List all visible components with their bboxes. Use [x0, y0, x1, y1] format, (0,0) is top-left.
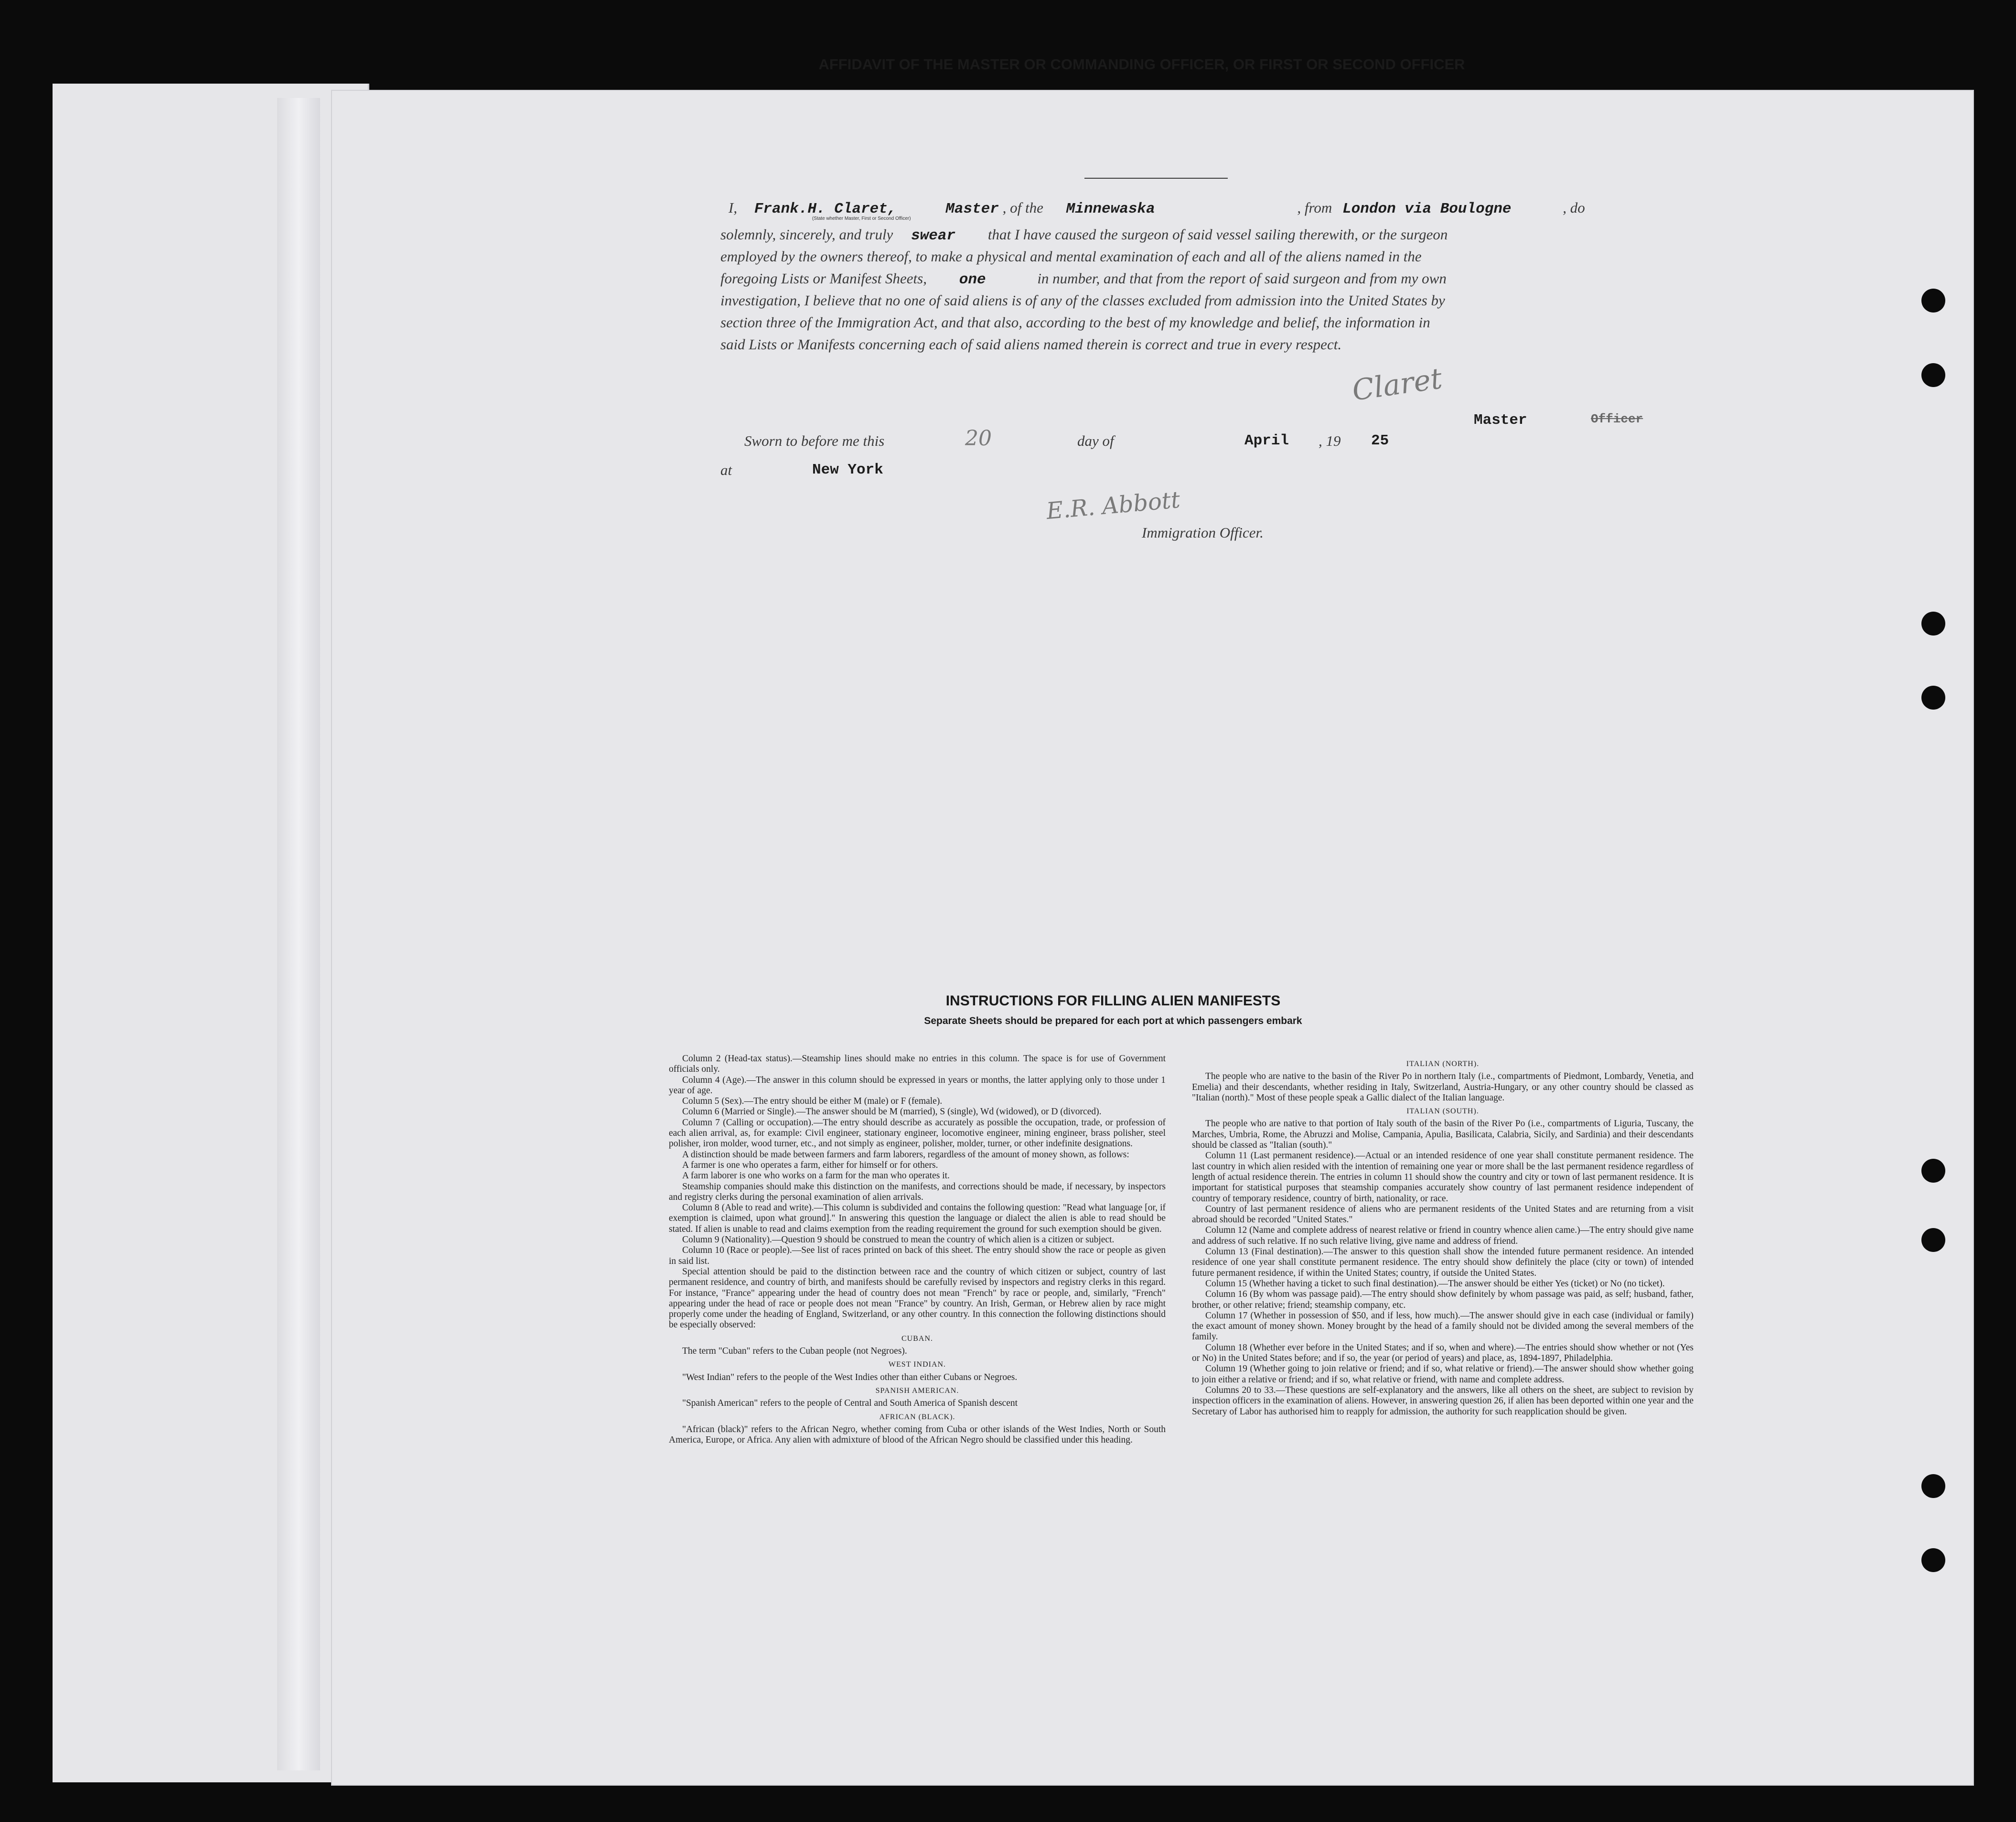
italian-south-text: The people who are native to that portion of Italy south of the basin of the River Po (i.e., compartments of Liguria, Tuscany, the Marches, Umbria, Rome, the Abruzzi and Molise, Campania, Apulia, Basilicata, Calabria, Sicily, and Sardinia) and their descendants should be classed as "Italian (south)." [1192, 1119, 1694, 1151]
instructions-subtitle: Separate Sheets should be prepared for each port at which passengers embark [924, 1015, 1302, 1026]
alien-count: one [959, 271, 986, 288]
instr-steamship: Steamship companies should make this distinction on the manifests, and corrections should be made, if necessary, by inspectors and registry clerks during the personal examination of alien arrivals. [669, 1181, 1166, 1202]
instr-residents: Country of last permanent residence of aliens who are permanent residents of the United States and are returning from a visit abroad should be recorded "United States." [1192, 1204, 1694, 1225]
vessel-name: Minnewaska [1066, 201, 1155, 217]
page-fold-shadow [277, 98, 320, 1770]
instr-col15: Column 15 (Whether having a ticket to such final destination).—The answer should be either Yes (ticket) or No (no ticket). [1205, 1278, 1665, 1289]
affidavit-line-6: section three of the Immigration Act, and that also, according to the best of my knowledge and belief, the information in [720, 314, 1430, 331]
instr-laborer-def: A farm laborer is one who works on a farm for the man who operates it. [682, 1171, 950, 1181]
rank-note: (State whether Master, First or Second Officer) [812, 216, 911, 221]
affidavit-line-4 [720, 268, 1972, 291]
binder-hole [1921, 363, 1945, 387]
binder-hole [1921, 289, 1945, 313]
binder-hole [1921, 1228, 1945, 1252]
master-signature: Claret [1350, 362, 1445, 408]
pronoun-i: I, [729, 199, 738, 216]
binder-hole [1921, 1548, 1945, 1572]
affidavit-line-7: said Lists or Manifests concerning each of said aliens named therein is correct and true in every respect. [720, 336, 1342, 353]
instr-col10: Column 10 (Race or people).—See list of races printed on back of this sheet. The entry should show the race or people as given in said list. [669, 1245, 1166, 1266]
instr-col4: Column 4 (Age).—The answer in this column should be expressed in years or months, the latter applying only to those under 1 year of age. [669, 1075, 1166, 1096]
text-do: , do [1563, 199, 1585, 216]
instr-col13: Column 13 (Final destination).—The answer to this question shall show the intended future permanent residence. An intended residence of one year shall constitute permanent residence. The entry should show definitely the place (city or town) of intended future permanent residence, if within the United States; country, if outside the United States. [1192, 1247, 1694, 1278]
cuban-heading: CUBAN. [901, 1334, 933, 1343]
westindian-text: "West Indian" refers to the people of the West Indies other than either Cubans or Negroes. [682, 1372, 1018, 1382]
oath-word: swear [911, 227, 956, 244]
day-of-text: day of [1077, 432, 1114, 449]
text-of-the: , of the [1002, 199, 1043, 216]
signer-title-struck: Officer [1591, 412, 1643, 426]
spanish-heading: SPANISH AMERICAN. [875, 1386, 959, 1395]
signer-title: Master [1474, 412, 1527, 429]
italian-north-heading: ITALIAN (NORTH). [1406, 1060, 1480, 1068]
african-heading: AFRICAN (BLACK). [879, 1412, 955, 1421]
instr-col12: Column 12 (Name and complete address of nearest relative or friend in country whence alien came.)—The entry should give name and address of such relative. If no such relative living, give name and address of friend. [1192, 1225, 1694, 1246]
binder-hole [1921, 1474, 1945, 1498]
westindian-heading: WEST INDIAN. [888, 1360, 946, 1369]
instr-special: Special attention should be paid to the distinction between race and the country of which citizen or subject, country of last permanent residence, and country of birth, and manifests should be carefully revised by inspectors and registry clerks in this regard. For instance, "France" appearing under the head of country does not mean "French" by race or people, and, similarly, "French" appearing under the head of race or people does not mean "France" by country. An Irish, German, or Hebrew alien by race might properly come under the heading of England, Switzerland, or any other country. In this connection the following distinctions should be especially observed: [669, 1266, 1166, 1330]
sworn-year: 25 [1371, 432, 1389, 449]
italian-north-text: The people who are native to the basin of the River Po in northern Italy (i.e., compartments of Piedmont, Lombardy, Venetia, and Emelia) and their descendants, whether residing in Italy, Switzerland, Austria-Hungary, or any other country should be classed as "Italian (north)." Most of these people speak a Gallic dialect of the Italian language. [1192, 1071, 1694, 1103]
sworn-place: New York [812, 462, 883, 478]
instr-col7: Column 7 (Calling or occupation).—The entry should describe as accurately as possible the occupation, trade, or profession of each alien arrival, as, for example: Civil engineer, stationary engineer, locomotive engineer, mining engineer, brass polisher, steel polisher, iron molder, wood turner, etc., and not simply as engineer, polisher, molder, turner, or other indefinite designations. [669, 1117, 1166, 1149]
year-prefix: , 19 [1319, 432, 1341, 449]
instructions-left-column [669, 1054, 1166, 1445]
african-text: "African (black)" refers to the African Negro, whether coming from Cuba or other islands of the West Indies, North or South America, Europe, or Africa. Any alien with admixture of blood of the African Negro should be classified under this heading. [669, 1424, 1166, 1445]
instr-col9: Column 9 (Nationality).—Question 9 should be construed to mean the country of which alien is a citizen or subject. [682, 1235, 1115, 1245]
text-solemnly: solemnly, sincerely, and truly [720, 226, 893, 243]
sworn-day: 20 [965, 426, 992, 451]
text-from: , from [1297, 199, 1332, 216]
affidavit-line-3: employed by the owners thereof, to make a physical and mental examination of each and all of the aliens named in the [720, 248, 1422, 265]
sworn-text: Sworn to before me this [744, 432, 885, 449]
instr-col6: Column 6 (Married or Single).—The answer should be M (married), S (single), Wd (widowed), or D (divorced). [682, 1107, 1102, 1117]
instructions-right-column [1192, 1056, 1694, 1417]
affidavit-line-1 [729, 197, 1980, 220]
text-foregoing: foregoing Lists or Manifest Sheets, [720, 270, 927, 287]
binder-hole [1921, 1159, 1945, 1183]
instr-col16: Column 16 (By whom was passage paid).—The entry should show definitely by whom passage was paid, as self; husband, father, brother, or other relative; friend; steamship company, etc. [1192, 1289, 1694, 1310]
officer-rank: Master [945, 201, 999, 217]
master-name: Frank.H. Claret, [754, 201, 897, 217]
spanish-text: "Spanish American" refers to the people of Central and South America of Spanish descent [682, 1398, 1018, 1409]
italian-south-heading: ITALIAN (SOUTH). [1406, 1107, 1479, 1116]
binder-hole [1921, 686, 1945, 710]
text-in-number: in number, and that from the report of said surgeon and from my own [1037, 270, 1447, 287]
affidavit-title: AFFIDAVIT OF THE MASTER OR COMMANDING OFFICER, OR FIRST OR SECOND OFFICER [818, 56, 1465, 73]
sworn-month: April [1244, 432, 1289, 449]
affidavit-line-5: investigation, I believe that no one of said aliens is of any of the classes excluded from admission into the United States by [720, 292, 1445, 309]
folded-left-page [53, 84, 369, 1782]
officer-signature: E.R. Abbott [1045, 486, 1181, 525]
instr-farmer-def: A farmer is one who operates a farm, either for himself or for others. [682, 1160, 938, 1170]
instr-col19: Column 19 (Whether going to join relative or friend; and if so, what relative or friend).—The answer should show whether going to join either a relative or friend; and if so, what relative or friend, with name and complete address. [1192, 1364, 1694, 1385]
affidavit-line-2 [720, 224, 1972, 247]
instr-col17: Column 17 (Whether in possession of $50, and if less, how much).—The answer should give in each case (individual or family) the exact amount of money shown. Money brought by the head of a family should not be divided among the several members of the family. [1192, 1310, 1694, 1342]
instr-farmers: A distinction should be made between farmers and farm laborers, regardless of the amount of money shown, as follows: [682, 1149, 1129, 1160]
instr-col11: Column 11 (Last permanent residence).—Actual or an intended residence of one year shall constitute permanent residence. The last country in which alien resided with the intention of remaining one year or more shall be the last permanent residence regardless of length of actual residence therein. The entries in column 11 should show the country and city or town of last permanent residence. It is important for statistical purposes that steamship companies accurately show country of last permanent residence independent of country of temporary residence, country of birth, nationality, or race. [1192, 1151, 1694, 1204]
instr-col2: Column 2 (Head-tax status).—Steamship lines should make no entries in this column. The space is for use of Government officials only. [669, 1054, 1166, 1075]
officer-title: Immigration Officer. [1142, 524, 1264, 541]
text-caused-surgeon: that I have caused the surgeon of said vessel sailing therewith, or the surgeon [987, 226, 1448, 243]
instr-col5: Column 5 (Sex).—The entry should be either M (male) or F (female). [682, 1096, 943, 1107]
departure-port: London via Boulogne [1342, 201, 1512, 217]
instr-col8: Column 8 (Able to read and write).—This column is subdivided and contains the following question: "Read what language [or, if exemption is claimed, upon what ground]." In answering this question the language or dialect the alien is able to read should be stated. If alien is unable to read and claims exemption from the reading requirement the ground for such exemption should be given. [669, 1203, 1166, 1234]
cuban-text: The term "Cuban" refers to the Cuban people (not Negroes). [682, 1346, 907, 1357]
instr-col18: Column 18 (Whether ever before in the United States; and if so, when and where).—The entries should show whether or not (Yes or No) in the United States before; and if so, the year (or period of years) and place, as, 1894-1897, Philadelphia. [1192, 1342, 1694, 1364]
instr-col20-33: Columns 20 to 33.—These questions are self-explanatory and the answers, like all others on the sheet, are subject to revision by inspection officers in the examination of aliens. However, in answering question 26, if alien has been deported within one year and the Secretary of Labor has authorised him to reapply for admission, the authority for such reapplication should be given. [1192, 1385, 1694, 1417]
title-rule [1084, 178, 1228, 179]
instructions-title: INSTRUCTIONS FOR FILLING ALIEN MANIFESTS [945, 993, 1281, 1009]
at-text: at [720, 462, 732, 478]
binder-hole [1921, 612, 1945, 636]
